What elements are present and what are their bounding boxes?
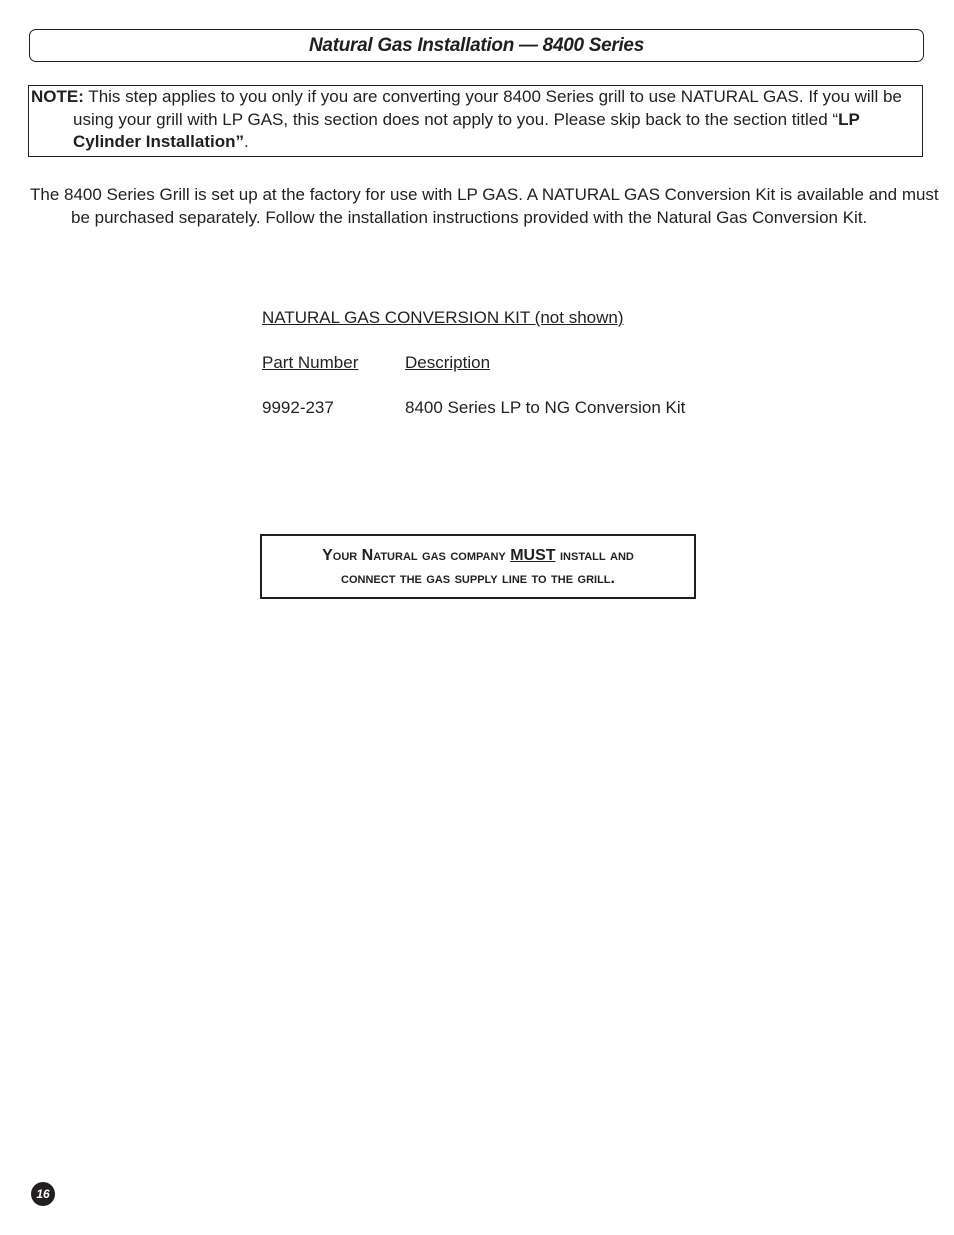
warning-line-2: connect the gas supply line to the grill.: [341, 569, 615, 587]
intro-paragraph: The 8400 Series Grill is set up at the factory for use with LP GAS. A NATURAL GAS Conversion Kit is available and must be purchased separately. Follow the installation instructions provided with the Natural Gas Conversion Kit.: [30, 185, 939, 227]
page-number: 16: [36, 1187, 50, 1201]
note-paragraph: [29, 86, 922, 154]
page-number-badge: [31, 1182, 55, 1206]
column-header-description: Description: [405, 353, 491, 372]
page-title-text: Natural Gas Installation — 8400 Series: [309, 34, 644, 56]
note-label: NOTE:: [31, 87, 84, 106]
note-box: [28, 85, 923, 157]
note-text: This step applies to you only if you are converting your 8400 Series grill to use NATURAL GAS. If you will be using your grill with LP GAS, this section does not apply to you. Please skip back to the section titled “: [73, 87, 902, 129]
warning-text-a: Your Natural gas company: [322, 546, 511, 564]
table-cell-part-number: 9992-237: [262, 398, 334, 417]
note-end: .: [243, 132, 249, 151]
warning-box: [260, 534, 696, 599]
column-header-part-number: Part Number: [262, 353, 359, 372]
page-title: [29, 29, 924, 62]
warning-must: MUST: [510, 546, 556, 564]
kit-title: NATURAL GAS CONVERSION KIT (not shown): [262, 308, 624, 327]
note-section-reference: LP Cylinder Installation”: [73, 109, 860, 151]
warning-text-b: install and: [555, 546, 634, 564]
warning-line-1: [322, 544, 634, 567]
table-cell-description: 8400 Series LP to NG Conversion Kit: [405, 398, 686, 417]
